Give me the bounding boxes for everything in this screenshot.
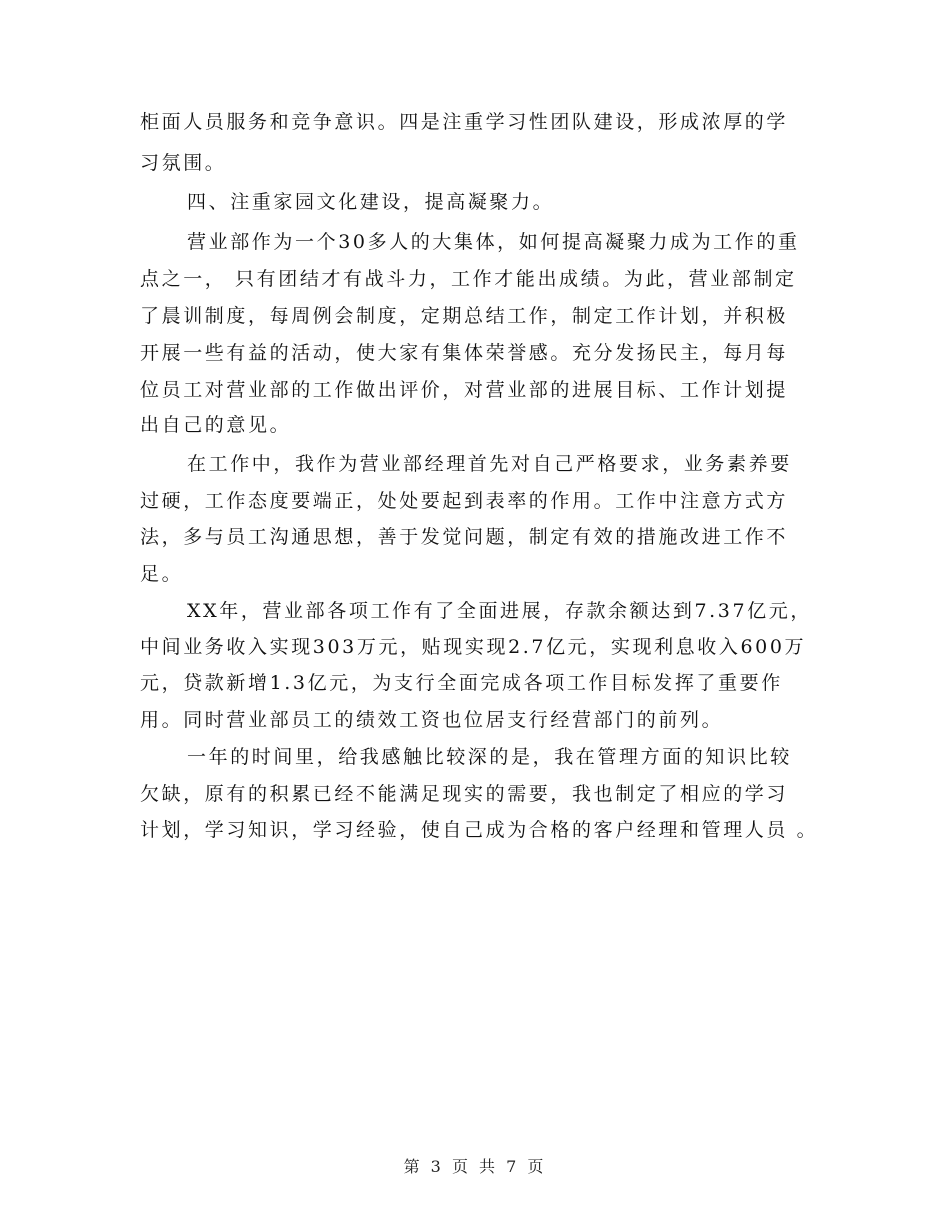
text-line: 柜面人员服务和竞争意识。四是注重学习性团队建设，形成浓厚的学 xyxy=(140,111,789,133)
text-line: 元，贷款新增1.3亿元，为支行全面完成各项工作目标发挥了重要作 xyxy=(140,672,783,694)
text-line: 足。 xyxy=(140,563,184,585)
text-line: 在工作中，我作为营业部经理首先对自己严格要求，业务素养要 xyxy=(187,453,792,475)
section-heading: 四、注重家园文化建设，提高凝聚力。 xyxy=(187,191,555,213)
text-line: 用。同时营业部员工的绩效工资也位居支行经营部门的前列。 xyxy=(140,709,724,731)
text-line: 开展一些有益的活动，使大家有集体荣誉感。充分发扬民主，每月每 xyxy=(140,342,789,364)
text-line: 中间业务收入实现303万元，贴现实现2.7亿元，实现利息收入600万 xyxy=(140,636,807,658)
text-line: 了晨训制度，每周例会制度，定期总结工作，制定工作计划，并积极 xyxy=(140,305,789,327)
text-line: 出自己的意见。 xyxy=(140,414,292,436)
page-footer: 第 3 页 共 7 页 xyxy=(403,1157,547,1176)
text-line: 习氛围。 xyxy=(140,152,227,174)
text-line: 位员工对营业部的工作做出评价，对营业部的进展目标、工作计划提 xyxy=(140,379,789,401)
text-line: 法，多与员工沟通思想，善于发觉问题，制定有效的措施改进工作不 xyxy=(140,526,789,548)
text-line: XX年，营业部各项工作有了全面进展，存款余额达到7.37亿元， xyxy=(187,600,812,622)
text-line: 点之一， 只有团结才有战斗力，工作才能出成绩。为此，营业部制定 xyxy=(140,268,797,290)
text-line: 过硬，工作态度要端正，处处要起到表率的作用。工作中注意方式方 xyxy=(140,490,789,512)
text-line: 营业部作为一个30多人的大集体，如何提高凝聚力成为工作的重 xyxy=(187,231,800,253)
text-line: 一年的时间里，给我感触比较深的是，我在管理方面的知识比较 xyxy=(187,746,792,768)
text-line: 欠缺，原有的积累已经不能满足现实的需要，我也制定了相应的学习 xyxy=(140,783,789,805)
text-line: 计划，学习知识，学习经验，使自己成为合格的客户经理和管理人员 。 xyxy=(140,819,819,841)
